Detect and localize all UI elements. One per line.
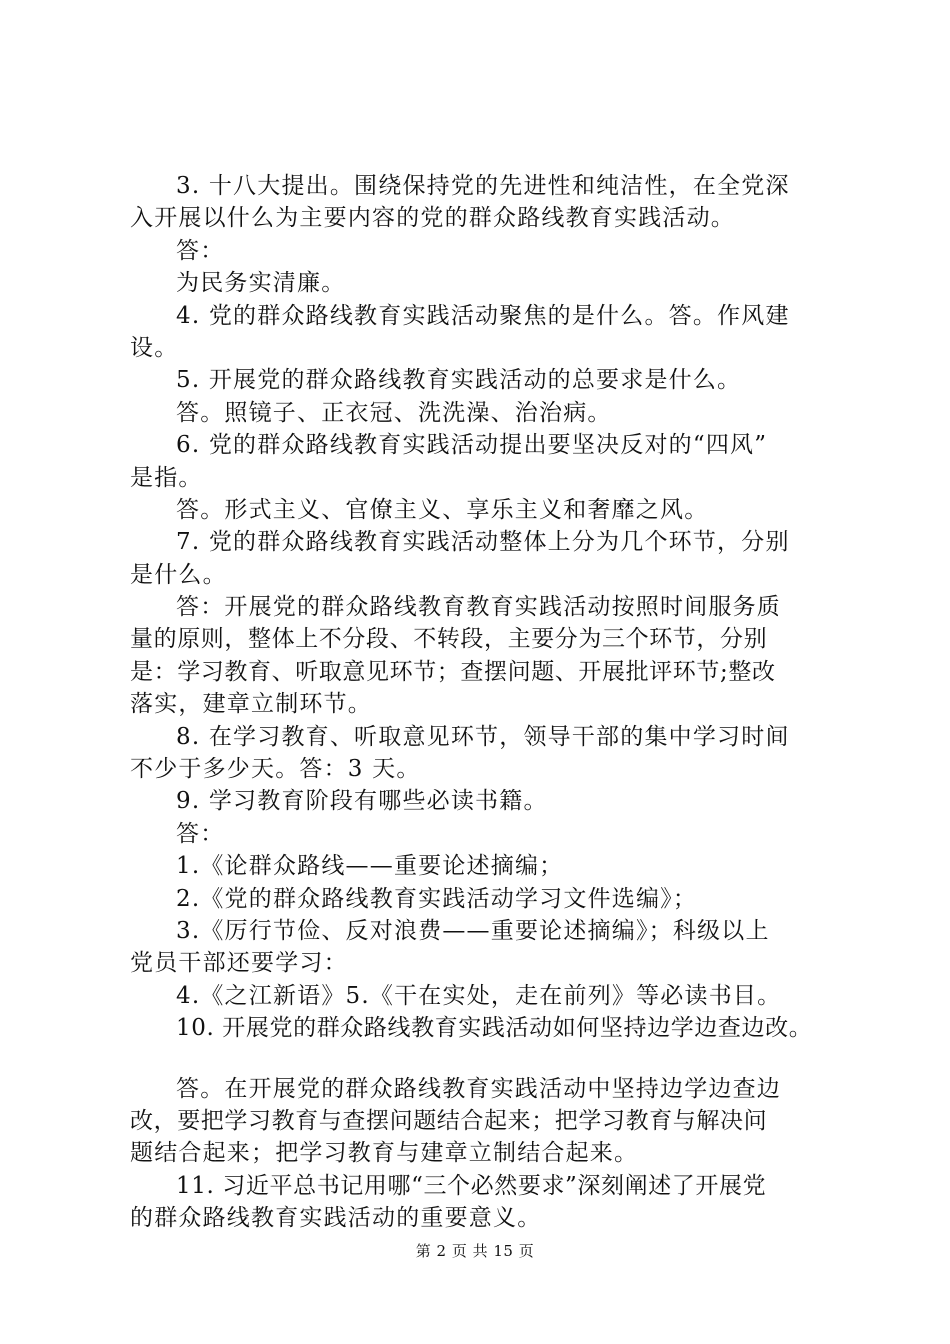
document-body bbox=[130, 170, 850, 1235]
text-line: 3.《厉行节俭、反对浪费——重要论述摘编》；科级以上 bbox=[176, 917, 770, 944]
text-line: 答： bbox=[176, 820, 225, 847]
text-line: 2.《党的群众路线教育实践活动学习文件选编》； bbox=[176, 885, 698, 912]
text-line: 10. 开展党的群众路线教育实践活动如何坚持边学边查边改。 bbox=[176, 1015, 813, 1042]
text-line: 11. 习近平总书记用哪“三个必然要求”深刻阐述了开展党 bbox=[176, 1172, 767, 1199]
text-line: 不少于多少天。答：3 天。 bbox=[130, 756, 421, 783]
page-number-footer: 第 2 页 共 15 页 bbox=[415, 1242, 535, 1260]
text-line: 是：学习教育、听取意见环节；查摆问题、开展批评环节;整改 bbox=[130, 658, 776, 685]
text-line: 为民务实清廉。 bbox=[176, 270, 346, 297]
paragraph-gap bbox=[130, 1045, 850, 1073]
text-line: 4. 党的群众路线教育实践活动聚焦的是什么。答。作风建 bbox=[176, 302, 790, 329]
text-line: 是什么。 bbox=[130, 561, 227, 588]
text-line: 答： bbox=[176, 237, 225, 264]
text-line: 4.《之江新语》5.《干在实处，走在前列》等必读书目。 bbox=[176, 982, 782, 1009]
text-line: 3. 十八大提出。围绕保持党的先进性和纯洁性，在全党深 bbox=[176, 173, 790, 199]
text-line: 答。照镜子、正衣冠、洗洗澡、治治病。 bbox=[176, 399, 612, 426]
text-line: 答。在开展党的群众路线教育实践活动中坚持边学边查边 bbox=[176, 1075, 781, 1102]
text-line: 落实，建章立制环节。 bbox=[130, 691, 372, 718]
text-line: 党员干部还要学习： bbox=[130, 950, 348, 977]
text-line: 9. 学习教育阶段有哪些必读书籍。 bbox=[176, 788, 548, 815]
text-line: 1.《论群众路线——重要论述摘编； bbox=[176, 853, 564, 880]
text-line: 8. 在学习教育、听取意见环节，领导干部的集中学习时间 bbox=[176, 723, 790, 750]
text-line: 5. 开展党的群众路线教育实践活动的总要求是什么。 bbox=[176, 367, 742, 394]
text-line: 题结合起来；把学习教育与建章立制结合起来。 bbox=[130, 1140, 639, 1167]
text-line: 答：开展党的群众路线教育教育实践活动按照时间服务质 bbox=[176, 594, 781, 621]
text-line: 改，要把学习教育与查摆问题结合起来；把学习教育与解决问 bbox=[130, 1107, 768, 1134]
text-line: 的群众路线教育实践活动的重要意义。 bbox=[130, 1205, 542, 1232]
text-line: 设。 bbox=[130, 334, 179, 361]
text-line: 量的原则，整体上不分段、不转段，主要分为三个环节，分别 bbox=[130, 626, 768, 653]
text-line: 6. 党的群众路线教育实践活动提出要坚决反对的“四风” bbox=[176, 432, 768, 459]
text-line: 入开展以什么为主要内容的党的群众路线教育实践活动。 bbox=[130, 205, 735, 232]
text-line: 答。形式主义、官僚主义、享乐主义和奢靡之风。 bbox=[176, 496, 709, 523]
text-line: 是指。 bbox=[130, 464, 203, 491]
text-line: 7. 党的群众路线教育实践活动整体上分为几个环节，分别 bbox=[176, 529, 790, 556]
